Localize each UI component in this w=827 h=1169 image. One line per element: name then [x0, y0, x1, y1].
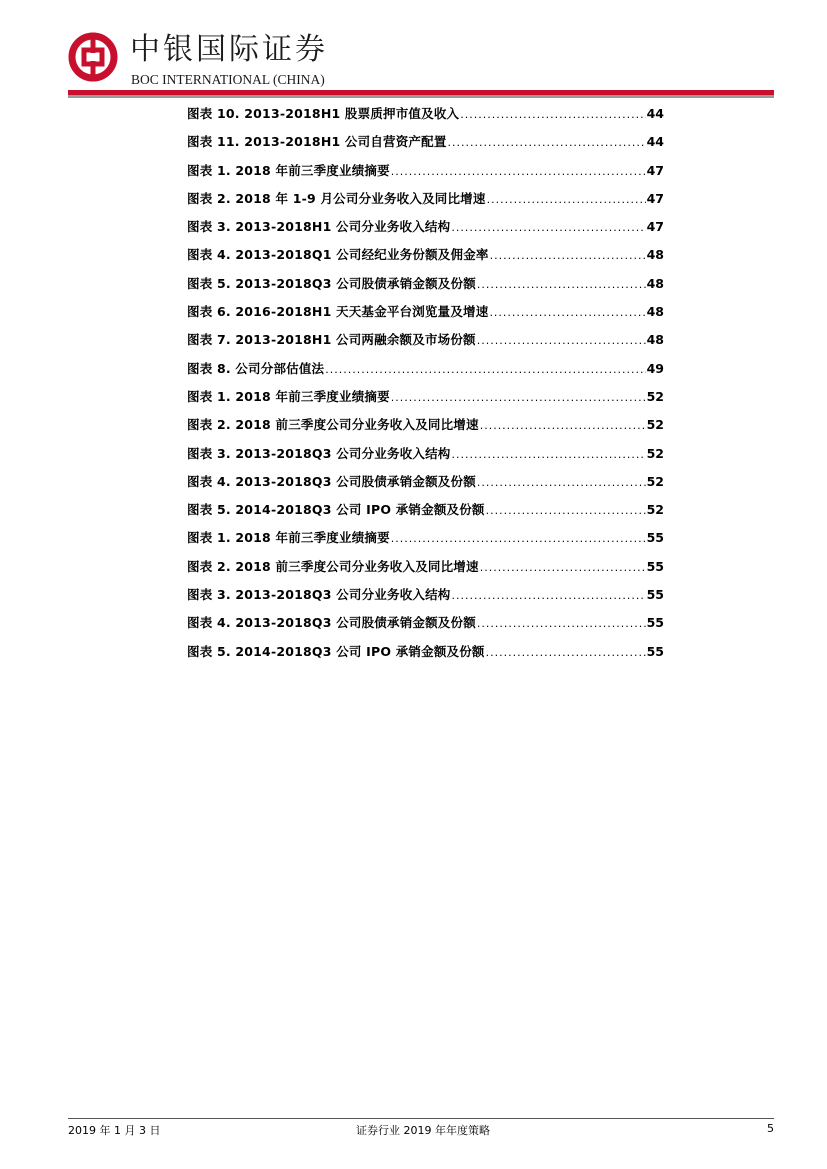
toc-entry-label: 图表 2. 2018 前三季度公司分业务收入及同比增速 [187, 417, 479, 433]
toc-dot-leader [477, 469, 646, 497]
toc-dot-leader [486, 497, 646, 525]
toc-entry-page: 48 [646, 304, 664, 320]
footer-report-title: 证券行业 2019 年年度策略 [356, 1124, 490, 1137]
toc-entry-page: 55 [646, 587, 664, 603]
toc-entry-label: 图表 7. 2013-2018H1 公司两融余额及市场份额 [187, 332, 476, 348]
toc-entry-link[interactable] [187, 496, 664, 524]
brand-name-chinese: 中银国际证券 [130, 32, 328, 67]
toc-entry-page: 48 [646, 332, 664, 348]
toc-entry-label: 图表 5. 2014-2018Q3 公司 IPO 承销金额及份额 [187, 502, 485, 518]
toc-entry-link[interactable] [187, 468, 664, 496]
footer-page-number: 5 [767, 1122, 774, 1135]
toc-entry-link[interactable] [187, 411, 664, 439]
toc-entry-link[interactable] [187, 581, 664, 609]
toc-dot-leader [489, 299, 645, 327]
toc-entry-label: 图表 6. 2016-2018H1 天天基金平台浏览量及增速 [187, 304, 489, 320]
toc-entry-label: 图表 5. 2014-2018Q3 公司 IPO 承销金额及份额 [187, 643, 485, 659]
toc-entry-page: 48 [646, 247, 664, 263]
toc-entry-label: 图表 4. 2013-2018Q3 公司股债承销金额及份额 [187, 473, 476, 489]
toc-dot-leader [452, 441, 646, 469]
toc-entry-page: 52 [646, 502, 664, 518]
toc-dot-leader [480, 554, 646, 582]
toc-entry-link[interactable] [187, 270, 664, 298]
toc-entry-link[interactable] [187, 185, 664, 213]
toc-entry-label: 图表 3. 2013-2018Q3 公司分业务收入结构 [187, 445, 451, 461]
toc-entry-label: 图表 10. 2013-2018H1 股票质押市值及收入 [187, 106, 460, 121]
toc-dot-leader [391, 525, 646, 553]
toc-entry-label: 图表 3. 2013-2018Q3 公司分业务收入结构 [187, 587, 451, 603]
toc-dot-leader [487, 186, 646, 214]
toc-dot-leader [477, 610, 646, 638]
toc-entry-page: 52 [646, 388, 664, 404]
toc-dot-leader [391, 158, 646, 186]
toc-entry-page: 52 [646, 417, 664, 433]
toc-entry-page: 52 [646, 445, 664, 461]
toc-entry-link[interactable] [187, 553, 664, 581]
toc-entry-page: 55 [646, 615, 664, 631]
toc-entry-page: 48 [646, 275, 664, 291]
toc-entry-label: 图表 4. 2013-2018Q3 公司股债承销金额及份额 [187, 615, 476, 631]
toc-dot-leader [452, 582, 646, 610]
toc-entry-label: 图表 1. 2018 年前三季度业绩摘要 [187, 530, 390, 546]
toc-dot-leader [477, 271, 646, 299]
toc-entry-page: 49 [646, 360, 664, 376]
toc-entry-link[interactable] [187, 298, 664, 326]
figure-index-list [187, 100, 664, 666]
toc-entry-page: 47 [646, 219, 664, 235]
toc-entry-label: 图表 11. 2013-2018H1 公司自营资产配置 [187, 134, 447, 150]
toc-entry-page: 44 [646, 134, 664, 150]
toc-entry-label: 图表 5. 2013-2018Q3 公司股债承销金额及份额 [187, 275, 476, 291]
footer-rule [68, 1118, 774, 1119]
toc-entry-label: 图表 1. 2018 年前三季度业绩摘要 [187, 162, 390, 178]
toc-entry-page: 52 [646, 473, 664, 489]
toc-entry-link[interactable] [187, 213, 664, 241]
toc-entry-label: 图表 1. 2018 年前三季度业绩摘要 [187, 388, 390, 404]
toc-entry-page: 44 [646, 106, 664, 121]
brand-name-english: BOC INTERNATIONAL (CHINA) [131, 72, 325, 87]
toc-entry-link[interactable] [187, 326, 664, 354]
toc-entry-page: 47 [646, 162, 664, 178]
toc-dot-leader [325, 356, 645, 384]
toc-dot-leader [391, 384, 646, 412]
toc-entry-link[interactable] [187, 241, 664, 269]
boc-logo-icon [68, 32, 118, 82]
toc-entry-label: 图表 2. 2018 年 1-9 月公司分业务收入及同比增速 [187, 190, 486, 206]
toc-entry-link[interactable] [187, 383, 664, 411]
toc-dot-leader [477, 327, 646, 355]
toc-entry-label: 图表 8. 公司分部估值法 [187, 360, 325, 376]
toc-entry-page: 55 [646, 643, 664, 659]
toc-entry-page: 55 [646, 530, 664, 546]
toc-entry-page: 47 [646, 190, 664, 206]
toc-dot-leader [451, 214, 645, 242]
footer-date: 2019 年 1 月 3 日 [68, 1124, 161, 1137]
toc-entry-link[interactable] [187, 355, 664, 383]
toc-entry-link[interactable] [187, 100, 664, 128]
toc-entry-link[interactable] [187, 128, 664, 156]
toc-entry-label: 图表 3. 2013-2018H1 公司分业务收入结构 [187, 219, 451, 235]
toc-entry-label: 图表 4. 2013-2018Q1 公司经纪业务份额及佣金率 [187, 247, 489, 263]
toc-entry-label: 图表 2. 2018 前三季度公司分业务收入及同比增速 [187, 558, 479, 574]
toc-entry-link[interactable] [187, 609, 664, 637]
toc-dot-leader [460, 101, 645, 129]
toc-dot-leader [490, 242, 646, 270]
toc-entry-link[interactable] [187, 157, 664, 185]
toc-entry-link[interactable] [187, 524, 664, 552]
toc-entry-link[interactable] [187, 638, 664, 666]
toc-entry-page: 55 [646, 558, 664, 574]
header-rule-gray [68, 95, 774, 98]
toc-entry-link[interactable] [187, 440, 664, 468]
toc-dot-leader [480, 412, 646, 440]
toc-dot-leader [448, 129, 646, 157]
toc-dot-leader [486, 639, 646, 667]
